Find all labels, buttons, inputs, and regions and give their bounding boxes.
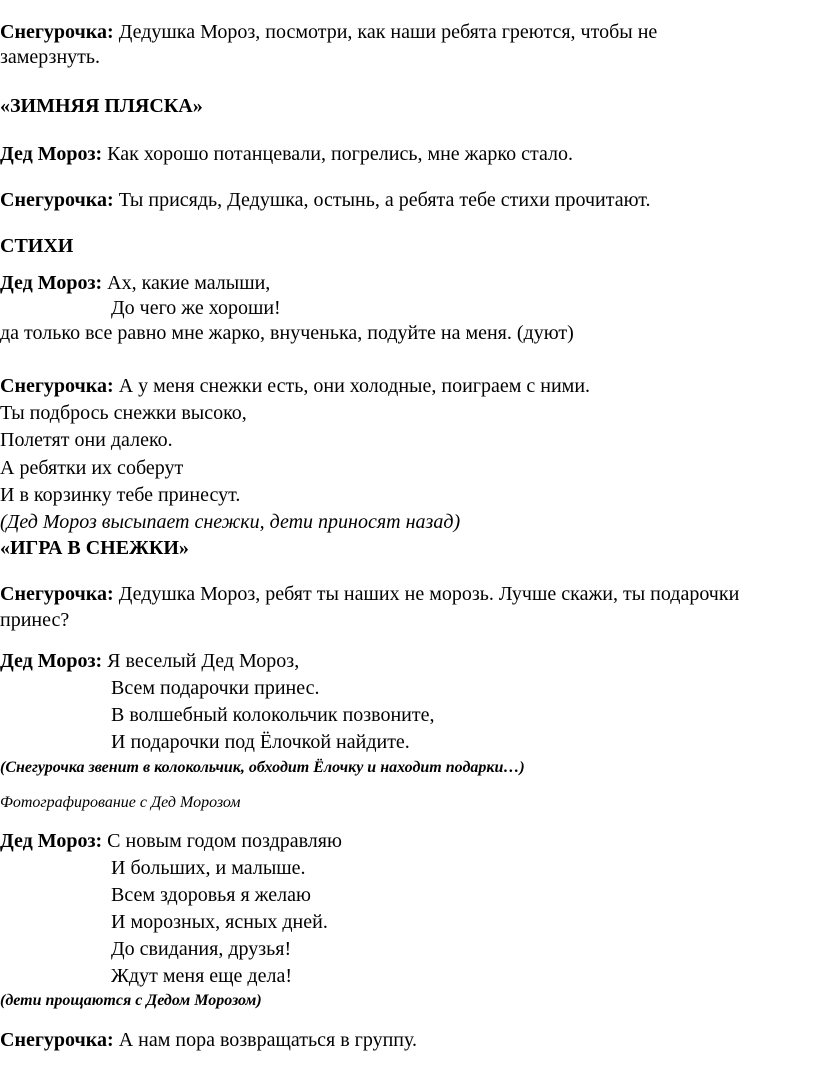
dialogue-line: замерзнуть.	[0, 46, 101, 68]
speaker-name: Дед Мороз:	[0, 650, 103, 672]
speaker-name: Дед Мороз:	[0, 143, 103, 165]
verse-line: А ребятки их соберут	[0, 457, 184, 479]
verse-line: Полетят они далеко.	[0, 429, 173, 451]
verse-line: И больших, и малыше.	[111, 857, 306, 879]
dialogue-line	[0, 20, 657, 44]
speaker-name: Дед Мороз:	[0, 830, 103, 852]
dialogue-line: принес?	[0, 609, 70, 631]
verse-line: До чего же хороши!	[111, 297, 281, 319]
line-text: А у меня снежки есть, они холодные, поиграем с ними.	[113, 375, 591, 397]
verse-line: И в корзинку тебе принесут.	[0, 484, 241, 506]
speaker-name: Снегурочка:	[0, 583, 114, 605]
dialogue-line	[0, 1028, 417, 1052]
line-text: Как хорошо потанцевали, погрелись, мне жарко стало.	[102, 143, 573, 165]
line-text: Я веселый Дед Мороз,	[102, 650, 300, 672]
speaker-name: Снегурочка:	[0, 21, 114, 43]
verse-line: До свидания, друзья!	[111, 938, 292, 960]
dialogue-line	[0, 829, 342, 853]
verse-line: В волшебный колокольчик позвоните,	[111, 704, 435, 726]
section-heading: «ИГРА В СНЕЖКИ»	[0, 537, 189, 559]
stage-direction: (Дед Мороз высыпает снежки, дети приносят назад)	[0, 511, 461, 533]
stage-direction: Фотографирование с Дед Морозом	[0, 794, 241, 811]
verse-line: Всем подарочки принес.	[111, 677, 320, 699]
line-text: Ах, какие малыши,	[102, 272, 271, 294]
speaker-name: Снегурочка:	[0, 189, 114, 211]
verse-line: Ты подбрось снежки высоко,	[0, 402, 247, 424]
dialogue-line	[0, 649, 299, 673]
verse-line: И подарочки под Ёлочкой найдите.	[111, 731, 410, 753]
dialogue-line	[0, 271, 270, 295]
line-text: Дедушка Мороз, ребят ты наших не морозь. Лучше скажи, ты подарочки	[113, 583, 740, 605]
verse-line: И морозных, ясных дней.	[111, 911, 328, 933]
verse-line: Ждут меня еще дела!	[111, 965, 292, 987]
section-heading: СТИХИ	[0, 235, 74, 257]
stage-direction: (дети прощаются с Дедом Морозом)	[0, 992, 262, 1009]
verse-line: Всем здоровья я желаю	[111, 884, 311, 906]
dialogue-line	[0, 188, 651, 212]
stage-direction: (Снегурочка звенит в колокольчик, обходит Ёлочку и находит подарки…)	[0, 759, 525, 776]
speaker-name: Снегурочка:	[0, 375, 114, 397]
dialogue-line	[0, 142, 573, 166]
line-text: С новым годом поздравляю	[102, 830, 342, 852]
speaker-name: Дед Мороз:	[0, 272, 103, 294]
section-heading: «ЗИМНЯЯ ПЛЯСКА»	[0, 95, 203, 117]
dialogue-line	[0, 582, 739, 606]
line-text: А нам пора возвращаться в группу.	[113, 1029, 417, 1051]
dialogue-line	[0, 374, 590, 398]
dialogue-line: да только все равно мне жарко, внученька, подуйте на меня. (дуют)	[0, 322, 574, 344]
speaker-name: Снегурочка:	[0, 1029, 114, 1051]
line-text: Ты присядь, Дедушка, остынь, а ребята тебе стихи прочитают.	[113, 189, 651, 211]
line-text: Дедушка Мороз, посмотри, как наши ребята греются, чтобы не	[113, 21, 658, 43]
